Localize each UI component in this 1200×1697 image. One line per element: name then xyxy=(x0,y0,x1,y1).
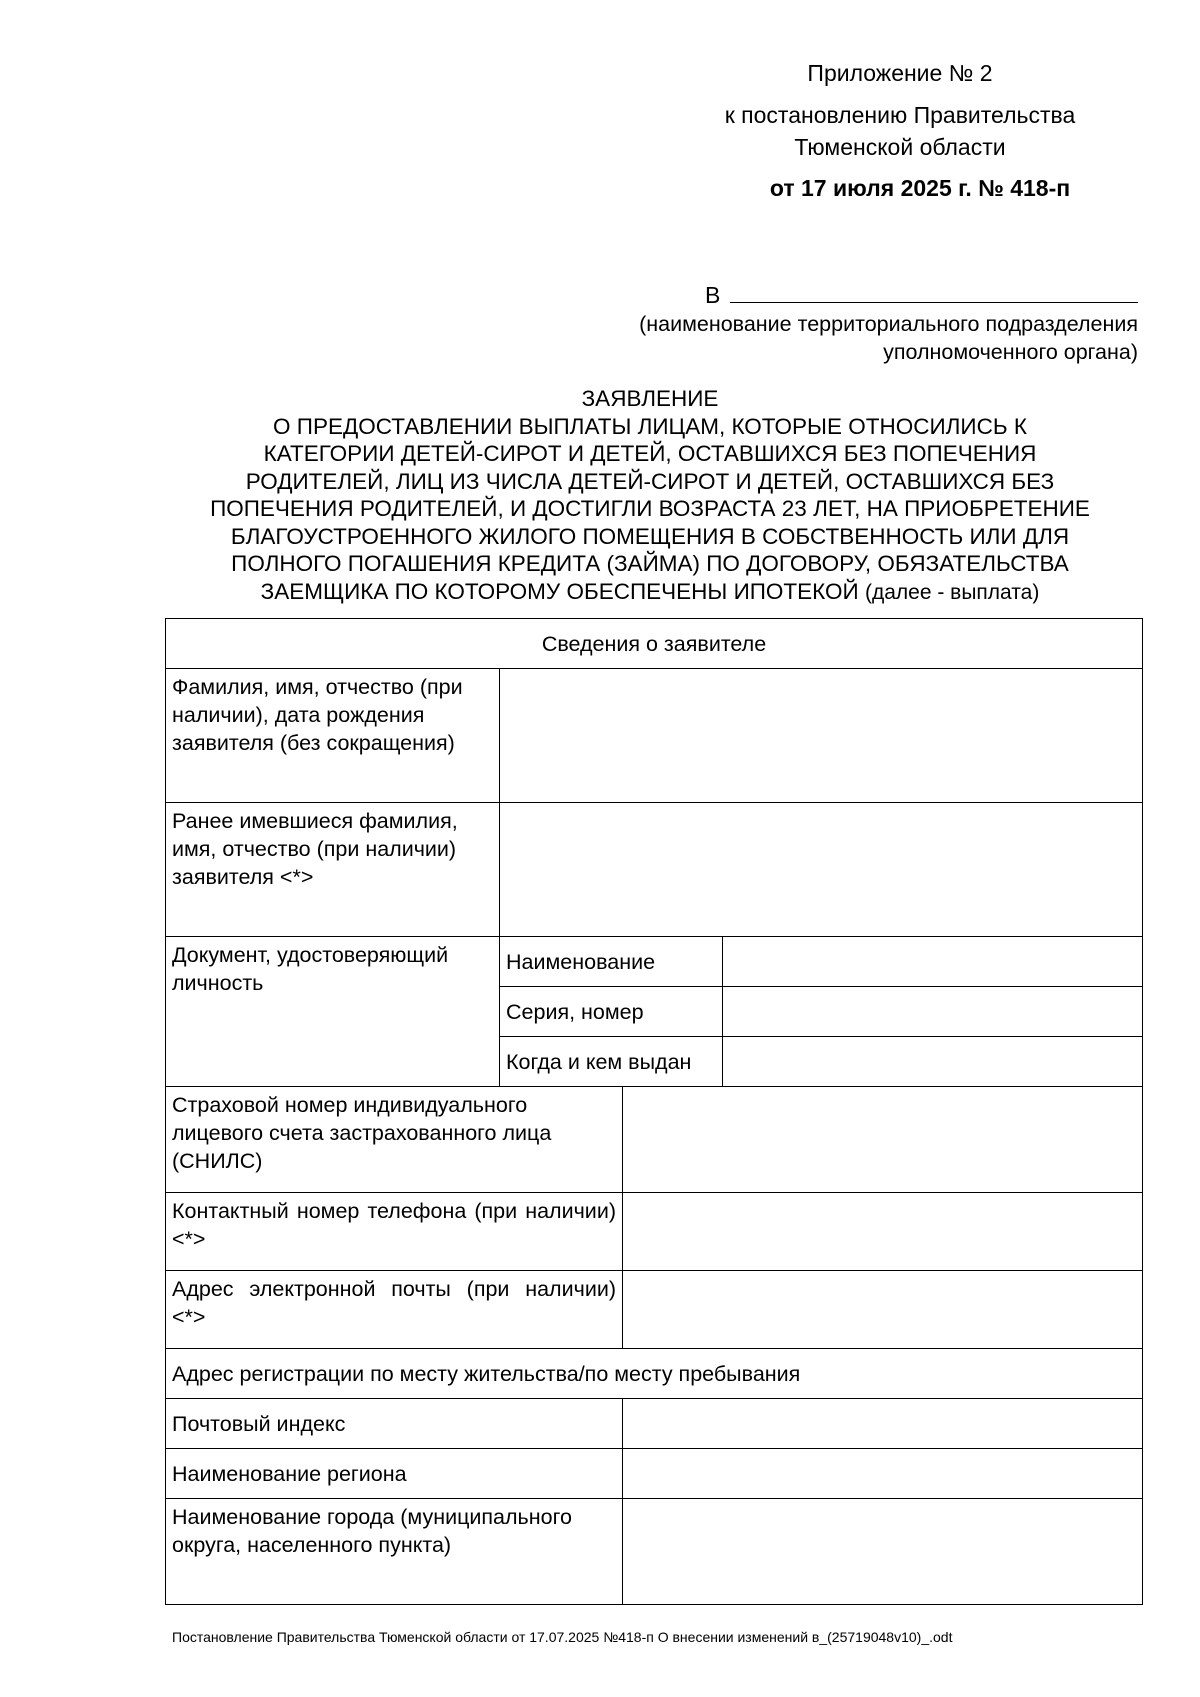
id-name-input[interactable] xyxy=(723,937,1143,987)
addressee-blank-line[interactable] xyxy=(730,282,1138,303)
id-series-label: Серия, номер xyxy=(500,987,723,1037)
snils-label: Страховой номер индивидуального лицевого счета застрахованного лица (СНИЛС) xyxy=(166,1087,623,1193)
title-line: ПОЛНОГО ПОГАШЕНИЯ КРЕДИТА (ЗАЙМА) ПО ДОГОВОРУ, ОБЯЗАТЕЛЬСТВА xyxy=(231,551,1069,576)
resolution-line-2: Тюменской области xyxy=(794,134,1006,160)
addressee-field xyxy=(705,282,1138,309)
footer-document-name: Постановление Правительства Тюменской области от 17.07.2025 №418-п О внесении изменений в_(25719048v10)_.odt xyxy=(172,1629,953,1645)
addressee-hint-line-2: уполномоченного органа) xyxy=(883,340,1138,364)
title-line: КАТЕГОРИИ ДЕТЕЙ-СИРОТ И ДЕТЕЙ, ОСТАВШИХСЯ БЕЗ ПОПЕЧЕНИЯ xyxy=(263,441,1037,466)
full-name-label: Фамилия, имя, отчество (при наличии), дата рождения заявителя (без сокращения) xyxy=(166,669,500,803)
phone-label: Контактный номер телефона (при наличии) <*> xyxy=(166,1193,623,1271)
title-line: ПОПЕЧЕНИЯ РОДИТЕЛЕЙ, И ДОСТИГЛИ ВОЗРАСТА 23 ЛЕТ, НА ПРИОБРЕТЕНИЕ xyxy=(210,496,1090,521)
email-label: Адрес электронной почты (при наличии) <*> xyxy=(166,1271,623,1349)
id-document-label: Документ, удостоверяющий личность xyxy=(166,937,500,1087)
email-input[interactable] xyxy=(623,1271,1143,1349)
section-title: Сведения о заявителе xyxy=(166,619,1143,669)
phone-input[interactable] xyxy=(623,1193,1143,1271)
full-name-input[interactable] xyxy=(500,669,1143,803)
resolution-reference: от 17 июля 2025 г. № 418-п xyxy=(769,175,1071,201)
title-suffix: (далее - выплата) xyxy=(864,580,1040,604)
title-word: ЗАЯВЛЕНИЕ xyxy=(581,386,719,411)
previous-names-label: Ранее имевшиеся фамилия, имя, отчество (при наличии) заявителя <*> xyxy=(166,803,500,937)
title-line: О ПРЕДОСТАВЛЕНИИ ВЫПЛАТЫ ЛИЦАМ, КОТОРЫЕ ОТНОСИЛИСЬ К xyxy=(273,413,1027,439)
postal-code-label: Почтовый индекс xyxy=(166,1399,623,1449)
addressee-hint-line-1: (наименование территориального подразделения xyxy=(639,312,1138,336)
addressee-hint xyxy=(639,310,1138,366)
previous-names-input[interactable] xyxy=(500,803,1143,937)
title-last-text: ЗАЕМЩИКА ПО КОТОРОМУ ОБЕСПЕЧЕНЫ ИПОТЕКОЙ xyxy=(260,578,859,604)
appendix-label: Приложение № 2 xyxy=(807,60,993,86)
region-label: Наименование региона xyxy=(166,1449,623,1499)
document-title xyxy=(160,385,1140,606)
city-label: Наименование города (муниципального округа, населенного пункта) xyxy=(166,1499,623,1605)
resolution-line-1: к постановлению Правительства xyxy=(724,102,1076,128)
id-issued-label: Когда и кем выдан xyxy=(500,1037,723,1087)
region-input[interactable] xyxy=(623,1449,1143,1499)
applicant-info-table xyxy=(165,618,1143,1605)
registration-address-label: Адрес регистрации по месту жительства/по месту пребывания xyxy=(166,1349,1143,1399)
title-line-last xyxy=(160,578,1140,607)
city-input[interactable] xyxy=(623,1499,1143,1605)
title-line: РОДИТЕЛЕЙ, ЛИЦ ИЗ ЧИСЛА ДЕТЕЙ-СИРОТ И ДЕТЕЙ, ОСТАВШИХСЯ БЕЗ xyxy=(245,468,1055,494)
snils-input[interactable] xyxy=(623,1087,1143,1193)
id-series-input[interactable] xyxy=(723,987,1143,1037)
addressee-prefix: В xyxy=(705,282,721,308)
title-line: БЛАГОУСТРОЕННОГО ЖИЛОГО ПОМЕЩЕНИЯ В СОБСТВЕННОСТЬ ИЛИ ДЛЯ xyxy=(230,523,1070,549)
postal-code-input[interactable] xyxy=(623,1399,1143,1449)
id-issued-input[interactable] xyxy=(723,1037,1143,1087)
id-name-label: Наименование xyxy=(500,937,723,987)
